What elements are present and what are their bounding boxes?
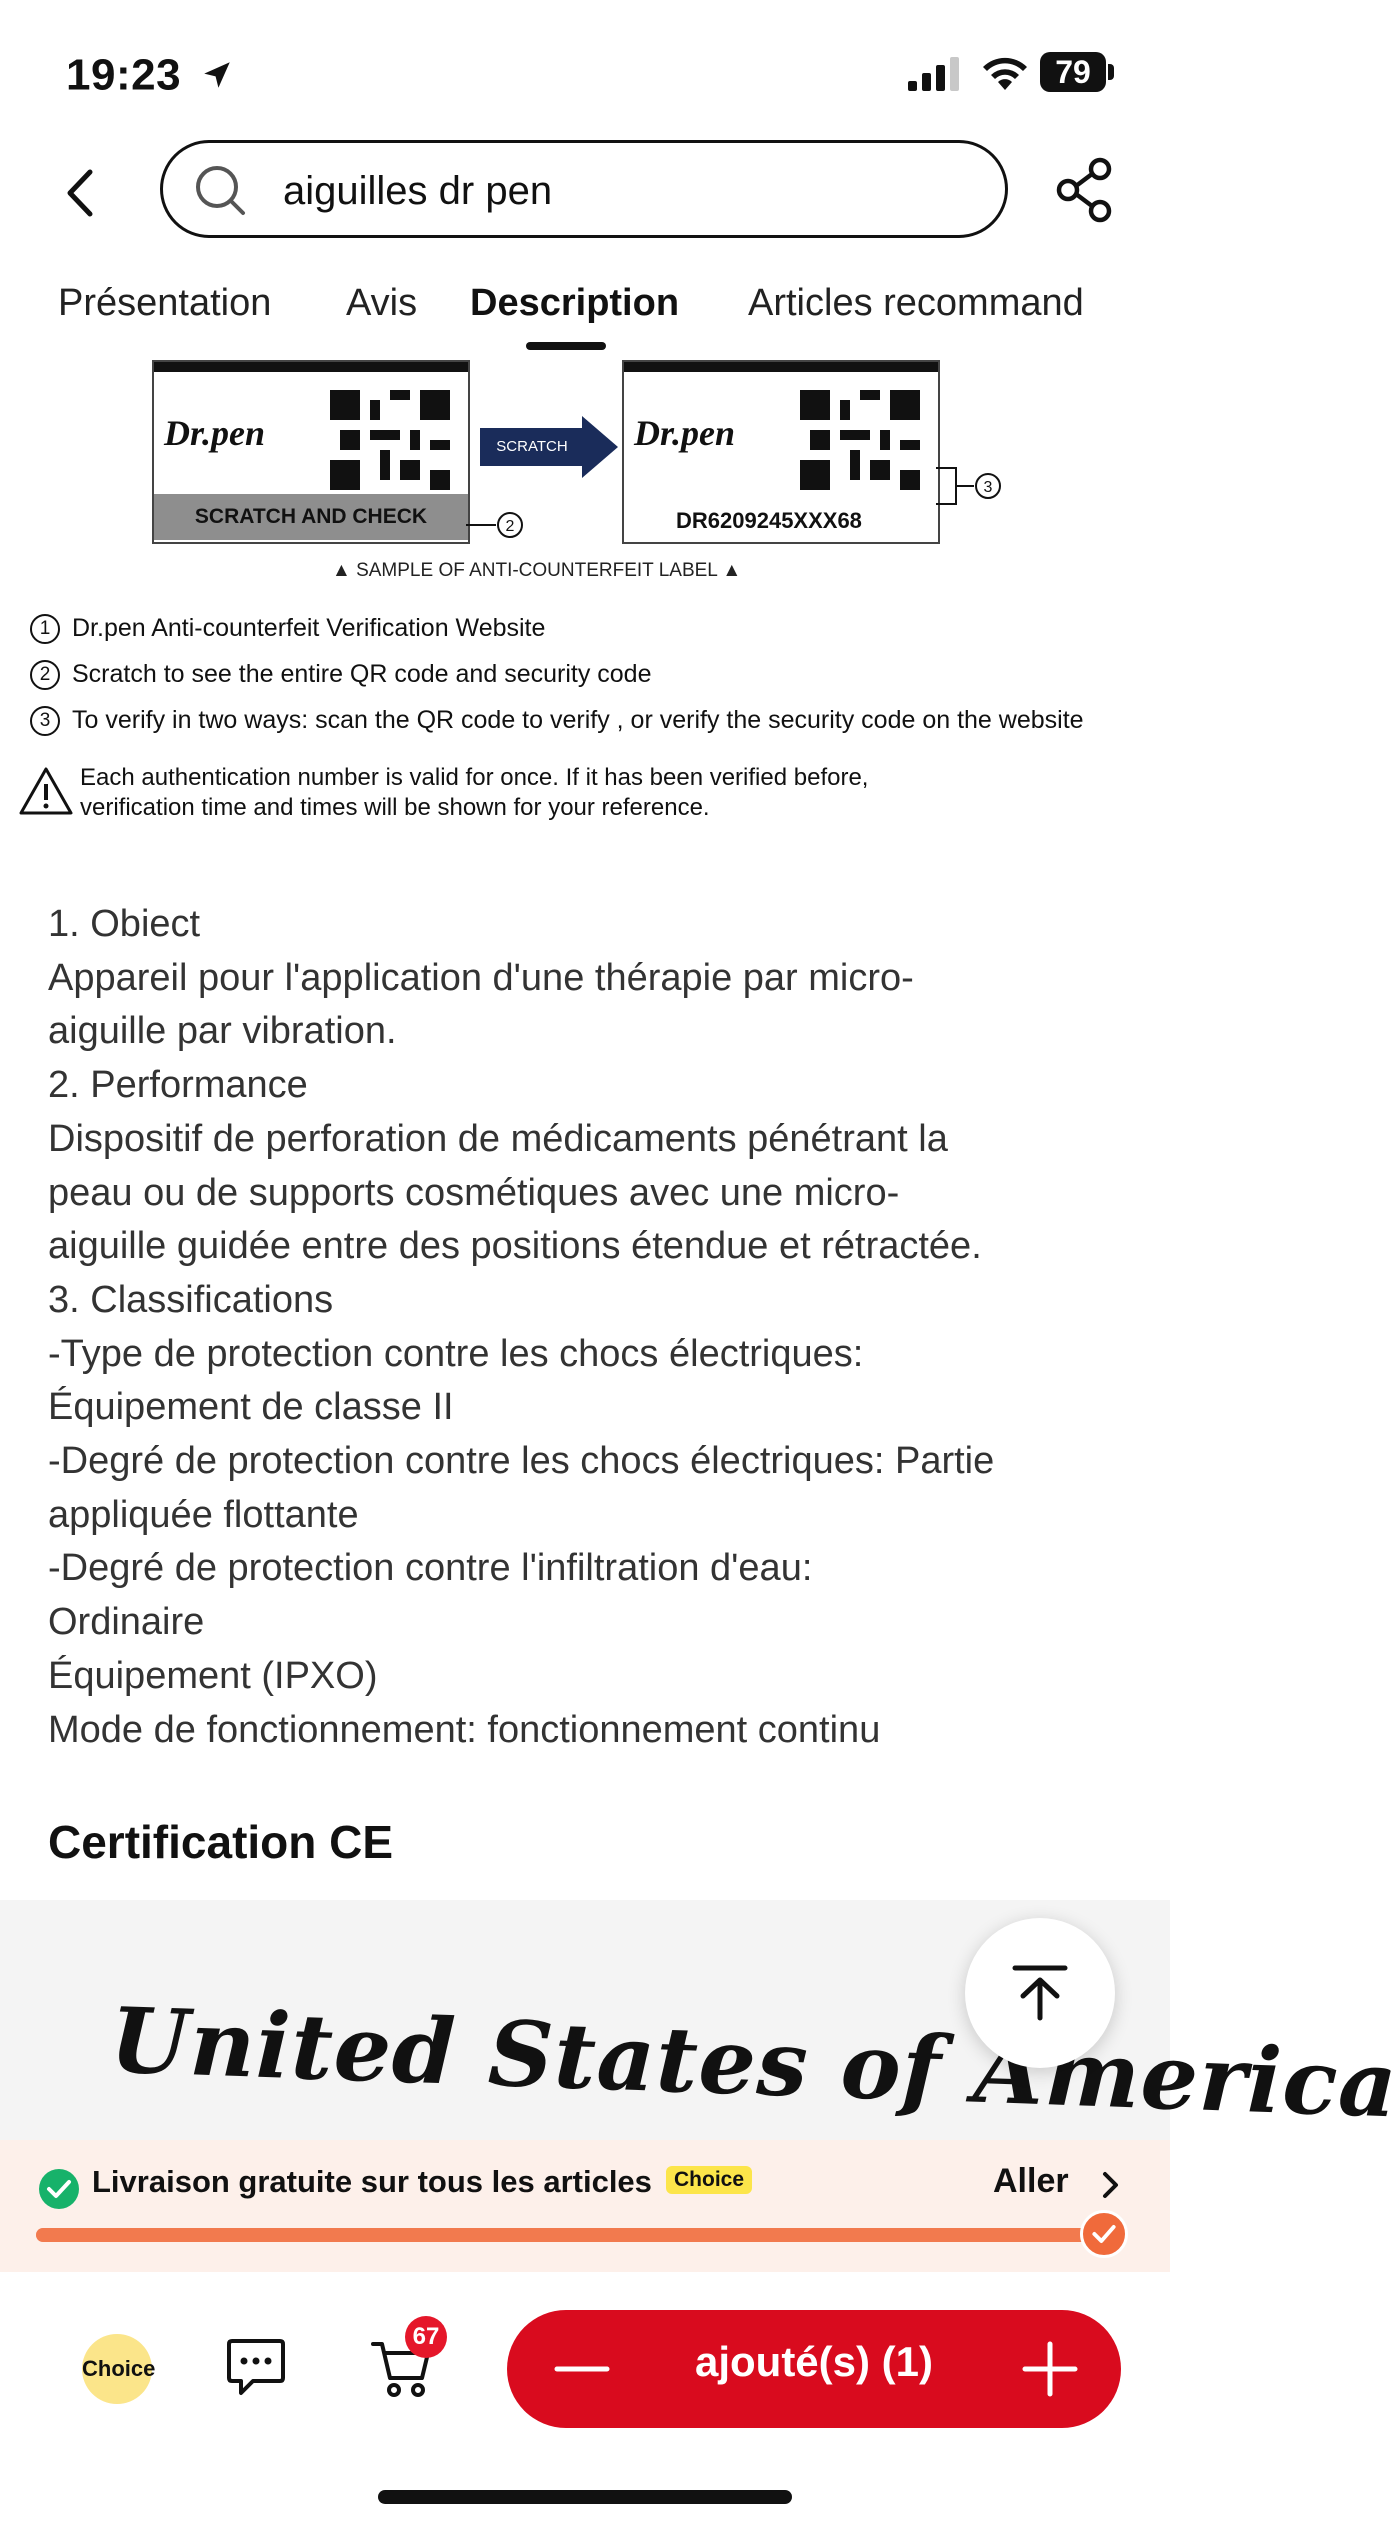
tab-bar [0, 272, 1170, 352]
home-indicator [378, 2490, 792, 2504]
free-shipping-text: Livraison gratuite sur tous les articles [92, 2164, 652, 2199]
go-link[interactable]: Aller [993, 2162, 1069, 2200]
description-line: 3. Classifications [48, 1278, 334, 1321]
search-query-text: aiguilles dr pen [283, 169, 553, 213]
free-shipping-banner[interactable] [0, 2140, 1170, 2272]
legend-row-3: 3 To verify in two ways: scan the QR code to verify , or verify the security code on the website [30, 706, 1084, 736]
back-button[interactable] [48, 158, 118, 228]
tab-recommended-items[interactable]: Articles recommand [748, 282, 1084, 324]
description-line: Équipement de classe II [48, 1386, 454, 1429]
arrow-head-icon [582, 416, 618, 478]
cart-count-badge: 67 [405, 2316, 447, 2358]
battery-indicator: 79 [1040, 52, 1106, 92]
label-card-before [152, 360, 470, 544]
qr-code-icon [800, 390, 920, 490]
scratch-arrow: SCRATCH [480, 428, 584, 466]
battery-nub [1108, 64, 1114, 80]
product-description [48, 898, 1128, 1757]
description-line: 2. Performance [48, 1064, 308, 1107]
certification-title: Certification CE [48, 1816, 394, 1868]
description-line: -Degré de protection contre les chocs électriques: Partie [48, 1440, 995, 1483]
tab-description[interactable]: Description [470, 282, 680, 324]
description-line: peau ou de supports cosmétiques avec une micro- [48, 1171, 900, 1214]
description-line: -Degré de protection contre l'infiltration d'eau: [48, 1547, 813, 1590]
description-line: aiguille par vibration. [48, 1010, 397, 1053]
cellular-signal-icon [906, 55, 962, 91]
scroll-to-top-button[interactable] [965, 1918, 1115, 2068]
svg-text:2: 2 [505, 518, 515, 535]
description-line: -Type de protection contre les chocs électriques: [48, 1332, 864, 1375]
description-line: Appareil pour l'application d'une thérapie par micro- [48, 956, 914, 999]
choice-button[interactable]: Choice [82, 2334, 152, 2404]
description-line: aiguille guidée entre des positions étendue et rétractée. [48, 1225, 982, 1268]
svg-text:3: 3 [983, 479, 993, 496]
qr-code-icon [330, 390, 450, 490]
description-line: Équipement (IPXO) [48, 1654, 378, 1697]
description-line: 1. Obiect [48, 903, 201, 945]
callout-3-line [936, 466, 1006, 506]
choice-badge: Choice [666, 2166, 752, 2194]
callout-2-line [466, 510, 526, 540]
brand-logo: Dr.pen [164, 413, 266, 453]
legend-row-1: 1 Dr.pen Anti-counterfeit Verification Website [30, 614, 545, 644]
bottom-action-bar [0, 2272, 1170, 2532]
increase-quantity-button[interactable] [1017, 2336, 1083, 2402]
warning-icon [18, 766, 74, 816]
search-input[interactable] [160, 140, 1008, 238]
scratch-and-check-bar: SCRATCH AND CHECK [154, 494, 468, 540]
description-line: Ordinaire [48, 1601, 205, 1644]
sample-caption: ▲ SAMPLE OF ANTI-COUNTERFEIT LABEL ▲ [332, 560, 742, 581]
shipping-progress-fill [36, 2228, 1106, 2242]
tab-reviews[interactable]: Avis [346, 282, 418, 324]
active-tab-underline [526, 342, 606, 350]
legend-row-2: 2 Scratch to see the entire QR code and security code [30, 660, 651, 690]
warning-text-2: verification time and times will be shown for your reference. [80, 794, 710, 821]
status-time: 19:23 [66, 48, 234, 100]
description-line: Mode de fonctionnement: fonctionnement continu [48, 1708, 881, 1751]
added-to-cart-control [507, 2310, 1121, 2428]
description-line: appliquée flottante [48, 1493, 359, 1536]
label-card-after [622, 360, 940, 544]
brand-logo: Dr.pen [634, 413, 736, 453]
progress-complete-check-icon [1080, 2210, 1128, 2258]
share-button[interactable] [1050, 155, 1120, 225]
tab-presentation[interactable]: Présentation [58, 282, 272, 324]
description-line: Dispositif de perforation de médicaments pénétrant la [48, 1117, 948, 1160]
search-icon [193, 163, 249, 219]
chevron-right-icon [1098, 2170, 1122, 2200]
chat-icon[interactable] [225, 2338, 287, 2398]
warning-text-1: Each authentication number is valid for once. If it has been verified before, [80, 764, 869, 791]
location-arrow-icon [200, 58, 234, 92]
wifi-icon [980, 52, 1030, 92]
added-quantity-label: ajouté(s) (1) [694, 2338, 933, 2385]
anti-counterfeit-label-image [0, 360, 1170, 830]
security-code: DR6209245XXX68 [676, 508, 862, 533]
certificate-heading: United States of America [108, 1987, 1400, 2139]
check-circle-icon [38, 2168, 80, 2210]
shipping-progress-bar [36, 2228, 1106, 2242]
